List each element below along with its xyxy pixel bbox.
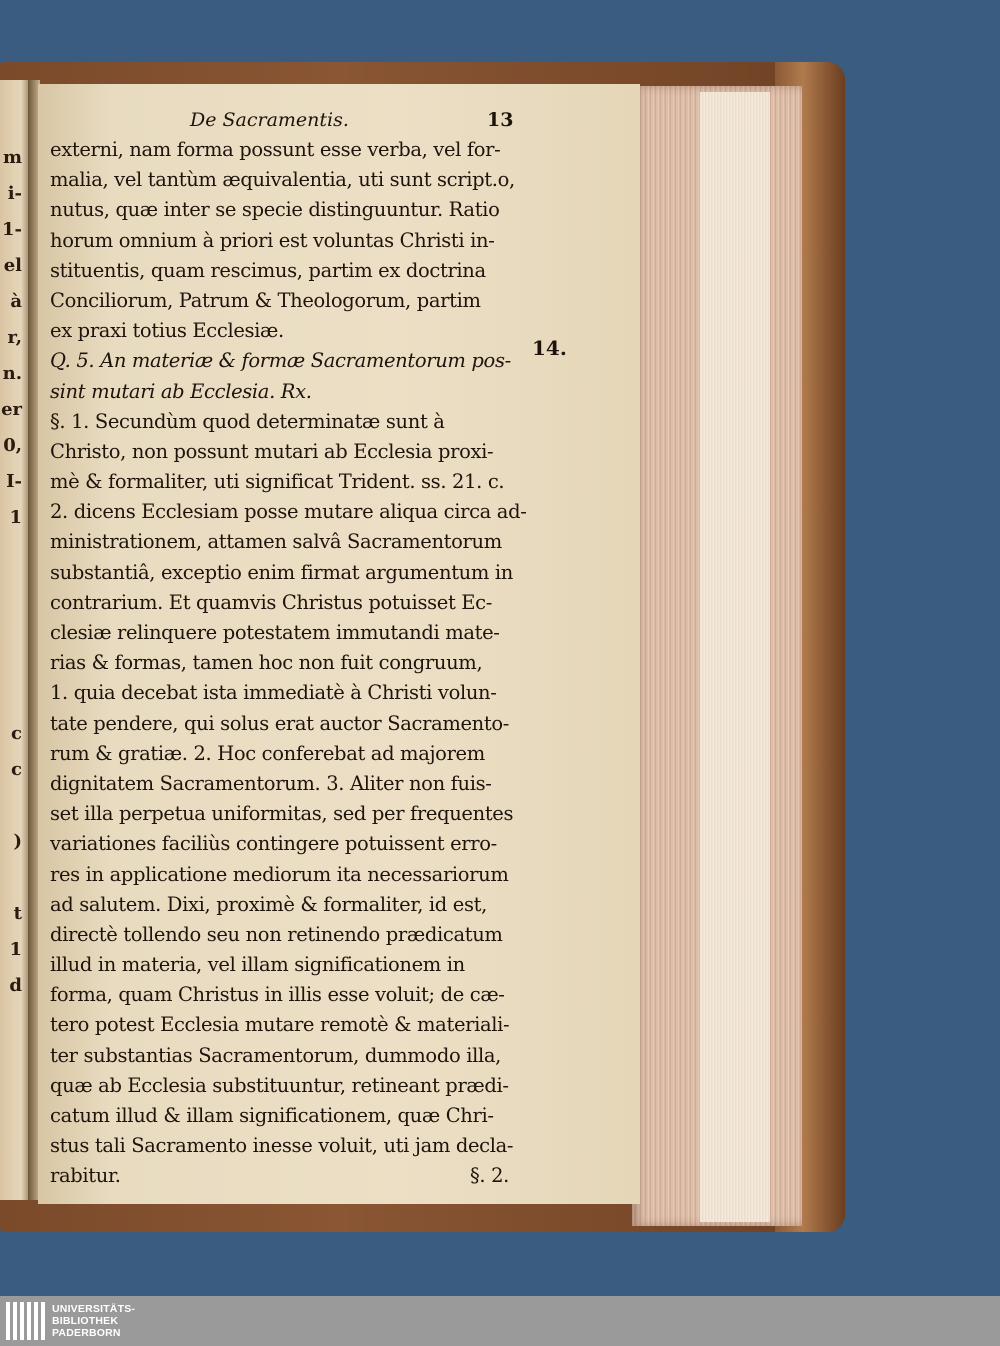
left-page-fragment: d — [9, 975, 22, 996]
text-line: substantiâ, exceptio enim firmat argumentum in — [50, 560, 513, 584]
text-line: Conciliorum, Patrum & Theologorum, partim — [50, 288, 481, 312]
text-line: directè tollendo seu non retinendo prædicatum — [50, 922, 503, 946]
text-line: illud in materia, vel illam significationem in — [50, 953, 465, 977]
running-head — [50, 105, 545, 135]
text-line: forma, quam Christus in illis esse voluit; de cæ- — [50, 983, 505, 1007]
text-line: ex praxi totius Ecclesiæ. — [50, 319, 284, 343]
text-line: dignitatem Sacramentorum. 3. Aliter non fuis- — [50, 771, 492, 795]
left-page-fragment — [0, 572, 22, 608]
last-line-text: rabitur. — [50, 1164, 121, 1188]
library-footer — [0, 1296, 1000, 1346]
library-logo-icon — [6, 1302, 45, 1340]
text-line: ter substantias Sacramentorum, dummodo illa, — [50, 1043, 501, 1067]
last-line — [50, 1161, 545, 1191]
text-line: ad salutem. Dixi, proximè & formaliter, id est, — [50, 892, 487, 916]
text-line: mè & formaliter, uti significat Trident. ss. 21. c. — [50, 470, 505, 494]
text-line: 2. dicens Ecclesiam posse mutare aliqua circa ad- — [50, 500, 527, 524]
left-page-fragment: 1- — [2, 219, 22, 240]
text-line: 1. quia decebat ista immediatè à Christi volun- — [50, 681, 497, 705]
left-page-fragment — [0, 608, 22, 644]
page-fore-edge-light — [700, 92, 770, 1222]
text-line: nutus, quæ inter se specie distinguuntur. Ratio — [50, 198, 500, 222]
left-page-fragment: 0, — [3, 435, 22, 456]
folio-number: 13 — [487, 109, 514, 131]
text-line: contrarium. Et quamvis Christus potuisset Ec- — [50, 590, 492, 614]
running-title: De Sacramentis. — [190, 109, 349, 131]
text-line: res in applicatione mediorum ita necessariorum — [50, 862, 509, 886]
left-page-fragment: r, — [7, 327, 22, 348]
text-line: ministrationem, attamen salvâ Sacramentorum — [50, 530, 502, 554]
logo-line: PADERBORN — [52, 1327, 121, 1339]
left-page-fragment: à — [10, 291, 22, 312]
logo-line: UNIVERSITÄTS- — [52, 1303, 136, 1315]
text-line: catum illud & illam significationem, quæ Chri- — [50, 1104, 494, 1127]
text-line: horum omnium à priori est voluntas Christi in- — [50, 228, 495, 252]
left-page-fragment: I- — [6, 471, 22, 492]
text-line: malia, vel tantùm æquivalentia, uti sunt script.o, — [50, 168, 515, 192]
left-page-fragment: el — [3, 255, 22, 276]
left-page-fragment: n. — [2, 363, 22, 384]
left-page-fragment: c — [11, 723, 22, 744]
page-text-block — [50, 105, 545, 1192]
text-line: quæ ab Ecclesia substituuntur, retineant prædi- — [50, 1073, 509, 1097]
logo-line: BIBLIOTHEK — [52, 1315, 119, 1327]
text-line: Christo, non possunt mutari ab Ecclesia proxi- — [50, 439, 494, 463]
left-page-fragment: c — [11, 759, 22, 780]
text-line: variationes faciliùs contingere potuissent erro- — [50, 832, 497, 856]
text-line: Q. 5. An materiæ & formæ Sacramentorum pos- — [50, 349, 511, 373]
text-line: tero potest Ecclesia mutare remotè & materiali- — [50, 1013, 510, 1037]
text-lines — [50, 135, 545, 1161]
text-line: set illa perpetua uniformitas, sed per frequentes — [50, 802, 514, 826]
text-line: externi, nam forma possunt esse verba, vel for- — [50, 138, 501, 161]
left-page-fragment: i- — [7, 183, 22, 204]
left-page-fragment: 1 — [9, 939, 22, 960]
text-line: §. 1. Secundùm quod determinatæ sunt à — [50, 409, 445, 433]
left-page-fragment — [0, 860, 22, 896]
text-line: stus tali Sacramento inesse voluit, uti jam decla- — [50, 1134, 514, 1158]
left-page-fragment: ) — [13, 831, 22, 852]
text-line: stituentis, quam rescimus, partim ex doctrina — [50, 258, 486, 282]
left-page-fragment: 1 — [9, 507, 22, 528]
text-line: rias & formas, tamen hoc non fuit congruum, — [50, 651, 483, 675]
left-page-fragment: m — [2, 147, 22, 168]
left-page-fragment — [0, 788, 22, 824]
left-page-fragment — [0, 644, 22, 680]
marginal-number: 14. — [532, 336, 567, 360]
left-page-fragment: t — [13, 903, 22, 924]
left-page-fragments — [0, 140, 22, 1004]
left-page-fragment — [0, 680, 22, 716]
library-logo-text — [52, 1303, 135, 1339]
left-page-fragment — [0, 536, 22, 572]
text-line: rum & gratiæ. 2. Hoc conferebat ad majorem — [50, 741, 485, 765]
text-line: clesiæ relinquere potestatem immutandi mate- — [50, 621, 500, 644]
text-line: sint mutari ab Ecclesia. Rx. — [50, 379, 312, 403]
catchword: §. 2. — [470, 1164, 510, 1188]
text-line: tate pendere, qui solus erat auctor Sacramento- — [50, 711, 510, 735]
left-page-fragment: er — [1, 399, 22, 420]
